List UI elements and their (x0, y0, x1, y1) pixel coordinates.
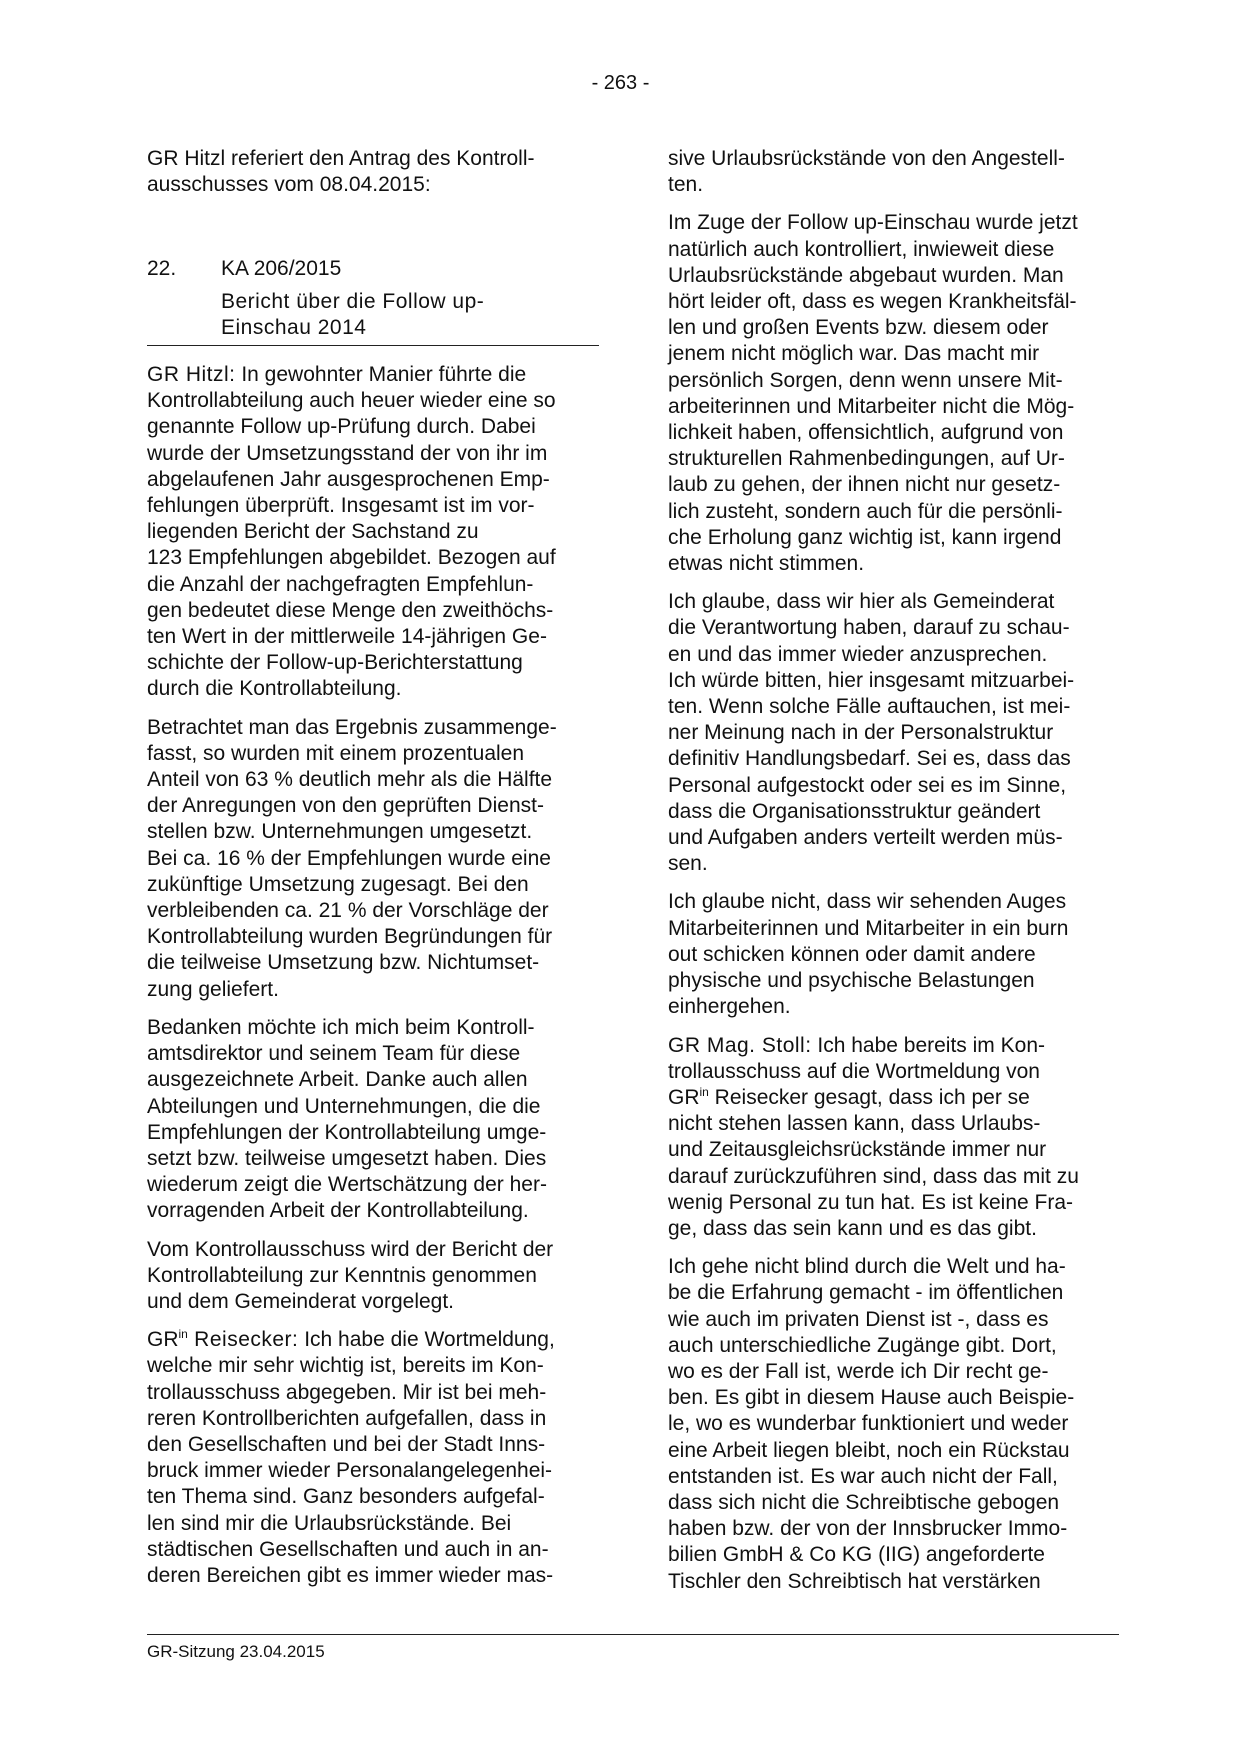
text-line: vorragenden Arbeit der Kontrollabteilung. (147, 1199, 529, 1223)
text-line: einhergehen. (668, 995, 791, 1019)
text-line: che Erholung ganz wichtig ist, kann irgend (668, 525, 1062, 549)
text-line: darauf zurückzuführen sind, dass das mit zu (668, 1164, 1079, 1188)
text-line: definitiv Handlungsbedarf. Sei es, dass das (668, 747, 1071, 771)
text-line: ausschusses vom 08.04.2015: (147, 173, 431, 197)
text-line: len sind mir die Urlaubsrückstände. Bei (147, 1511, 512, 1535)
text-line: persönlich Sorgen, denn wenn unsere Mit- (668, 368, 1063, 392)
text-line: fehlungen überprüft. Insgesamt ist im vor- (147, 494, 535, 518)
text-line: und dem Gemeinderat vorgelegt. (147, 1289, 455, 1313)
text-line: wie auch im privaten Dienst ist -, dass es (668, 1307, 1049, 1331)
text-line: wo es der Fall ist, werde ich Dir recht ge- (668, 1359, 1049, 1383)
text-line: sen. (668, 852, 708, 876)
paragraph-experience (668, 1254, 1120, 1595)
text-line: trollausschuss abgegeben. Mir ist bei meh- (147, 1380, 547, 1404)
text-span: Ich habe die Wortmeldung, (298, 1328, 555, 1352)
right-column (668, 146, 1120, 1607)
text-line: der Anregungen von den geprüften Dienst- (147, 794, 544, 818)
text-line: physische und psychische Belastungen (668, 969, 1035, 993)
text-span: Ich habe bereits im Kon- (811, 1033, 1045, 1057)
paragraph-responsibility (668, 589, 1120, 877)
text-line: liegenden Bericht der Sachstand zu (147, 520, 479, 544)
text-line: amtsdirektor und seinem Team für diese (147, 1042, 521, 1066)
paragraph-hitzl (147, 362, 599, 703)
text-line: 123 Empfehlungen abgebildet. Bezogen auf (147, 546, 556, 570)
speaker-name: Reisecker: (187, 1328, 299, 1352)
text-line: eine Arbeit liegen bleibt, noch ein Rückstau (668, 1438, 1070, 1462)
text-line: out schicken können oder damit andere (668, 942, 1036, 966)
agenda-item-number: 22. (147, 257, 177, 281)
text-line: jenem nicht möglich war. Das macht mir (668, 342, 1040, 366)
footer-divider (147, 1634, 1119, 1635)
superscript: in (178, 1327, 188, 1342)
text-line: schichte der Follow-up-Berichterstattung (147, 651, 523, 675)
text-line: Ich glaube nicht, dass wir sehenden Auges (668, 890, 1067, 914)
text-line: Bedanken möchte ich mich beim Kontroll- (147, 1015, 535, 1039)
text-line: auch unterschiedliche Zugänge gibt. Dort, (668, 1333, 1057, 1357)
text-line: ausgezeichnete Arbeit. Danke auch allen (147, 1068, 528, 1092)
text-line: Ich würde bitten, hier insgesamt mitzuarbei- (668, 668, 1075, 692)
text-line: Im Zuge der Follow up-Einschau wurde jetzt (668, 211, 1078, 235)
text-line: fasst, so wurden mit einem prozentualen (147, 741, 525, 765)
agenda-item-title (147, 289, 599, 341)
agenda-item-code: KA 206/2015 (221, 257, 342, 281)
text-line: len und großen Events bzw. diesem oder (668, 316, 1049, 340)
text-line: Bei ca. 16 % der Empfehlungen wurde eine (147, 846, 551, 870)
paragraph-reisecker (147, 1327, 599, 1589)
text-line: setzt bzw. teilweise umgesetzt haben. Dies (147, 1146, 547, 1170)
text-line: strukturellen Rahmenbedingungen, auf Ur- (668, 447, 1065, 471)
text-line: hört leider oft, dass es wegen Krankheitsfäl- (668, 290, 1077, 314)
text-line: nicht stehen lassen kann, dass Urlaubs- (668, 1112, 1041, 1136)
text-line: Kontrollabteilung wurden Begründungen für (147, 925, 553, 949)
intro-paragraph (147, 146, 599, 198)
left-column (147, 146, 599, 1601)
text-line: den Gesellschaften und bei der Stadt Inns- (147, 1432, 546, 1456)
text-line: ten Wert in der mittlerweile 14-jährigen Ge- (147, 625, 547, 649)
speaker-title: GR (147, 1328, 179, 1352)
page-number: - 263 - (591, 72, 650, 94)
speaker-name: GR Mag. Stoll: (668, 1033, 812, 1057)
footer-session-date: GR-Sitzung 23.04.2015 (147, 1642, 325, 1661)
text-line: Tischler den Schreibtisch hat verstärken (668, 1569, 1041, 1593)
paragraph-stoll (668, 1033, 1120, 1243)
speaker-name: GR Hitzl: (147, 363, 236, 387)
text-line: die teilweise Umsetzung bzw. Nichtumset- (147, 951, 540, 975)
text-line: stellen bzw. Unternehmungen umgesetzt. (147, 820, 533, 844)
text-line: arbeiterinnen und Mitarbeiter nicht die Mög- (668, 394, 1075, 418)
text-line: Betrachtet man das Ergebnis zusammenge- (147, 715, 557, 739)
text-line: die Verantwortung haben, darauf zu schau- (668, 616, 1070, 640)
speaker-title: GR (668, 1085, 700, 1109)
title-line: Einschau 2014 (221, 315, 367, 339)
text-line: wurde der Umsetzungsstand der von ihr im (147, 441, 548, 465)
text-line: ben. Es gibt in diesem Hause auch Beispie- (668, 1386, 1075, 1410)
text-line: Vom Kontrollausschuss wird der Bericht der (147, 1237, 554, 1261)
text-line: und Aufgaben anders verteilt werden müs- (668, 826, 1063, 850)
text-line: Personal aufgestockt oder sei es im Sinne, (668, 773, 1067, 797)
text-line: und Zeitausgleichsrückstände immer nur (668, 1138, 1047, 1162)
text-line: entstanden ist. Es war auch nicht der Fall, (668, 1464, 1058, 1488)
text-line: abgelaufenen Jahr ausgesprochenen Emp- (147, 467, 550, 491)
text-line: Ich glaube, dass wir hier als Gemeinderat (668, 590, 1055, 614)
text-line: zukünftige Umsetzung zugesagt. Bei den (147, 872, 529, 896)
text-line: Kontrollabteilung auch heuer wieder eine so (147, 389, 556, 413)
text-line: laub zu gehen, der ihnen nicht nur gesetz- (668, 473, 1061, 497)
text-line: lich zusteht, sondern auch für die persönli- (668, 499, 1063, 523)
text-line: etwas nicht stimmen. (668, 552, 865, 576)
text-line: Anteil von 63 % deutlich mehr als die Hälfte (147, 768, 553, 792)
text-line: durch die Kontrollabteilung. (147, 677, 402, 701)
text-line: genannte Follow up-Prüfung durch. Dabei (147, 415, 536, 439)
text-line: die Anzahl der nachgefragten Empfehlun- (147, 572, 534, 596)
item-divider (147, 345, 599, 346)
text-line: Abteilungen und Unternehmungen, die die (147, 1094, 541, 1118)
text-line: natürlich auch kontrolliert, inwieweit diese (668, 237, 1055, 261)
text-line: ten. (668, 173, 704, 197)
text-span: Reisecker gesagt, dass ich per se (708, 1085, 1030, 1109)
text-line: ten Thema sind. Ganz besonders aufgefal- (147, 1485, 545, 1509)
text-line: Kontrollabteilung zur Kenntnis genommen (147, 1263, 537, 1287)
superscript: in (699, 1084, 709, 1099)
title-line: Bericht über die Follow up- (221, 289, 485, 313)
text-line: en und das immer wieder anzusprechen. (668, 642, 1048, 666)
text-line: dass sich nicht die Schreibtische gebogen (668, 1490, 1060, 1514)
text-line: zung geliefert. (147, 977, 279, 1001)
text-line: wiederum zeigt die Wertschätzung der her- (147, 1173, 547, 1197)
text-line: Mitarbeiterinnen und Mitarbeiter in ein burn (668, 916, 1069, 940)
text-line: ner Meinung nach in der Personalstruktur (668, 721, 1054, 745)
text-line: welche mir sehr wichtig ist, bereits im Kon- (147, 1354, 544, 1378)
text-line: GR Hitzl referiert den Antrag des Kontroll- (147, 147, 535, 170)
text-line: reren Kontrollberichten aufgefallen, dass in (147, 1406, 547, 1430)
text-line: bruck immer wieder Personalangelegenhei- (147, 1459, 553, 1483)
text-line: ten. Wenn solche Fälle auftauchen, ist mei- (668, 695, 1071, 719)
paragraph-committee (147, 1237, 599, 1316)
text-line: sive Urlaubsrückstände von den Angestell- (668, 147, 1065, 170)
text-line: Empfehlungen der Kontrollabteilung umge- (147, 1120, 547, 1144)
text-line: gen bedeutet diese Menge den zweithöchs- (147, 598, 554, 622)
text-line: dass die Organisationsstruktur geändert (668, 799, 1041, 823)
text-line: städtischen Gesellschaften und auch in an- (147, 1537, 549, 1561)
text-line: trollausschuss auf die Wortmeldung von (668, 1059, 1040, 1083)
text-line: verbleibenden ca. 21 % der Vorschläge der (147, 899, 549, 923)
text-line: deren Bereichen gibt es immer wieder mas- (147, 1563, 554, 1587)
paragraph-burnout (668, 889, 1120, 1020)
agenda-item-header (147, 256, 599, 282)
text-line: wenig Personal zu tun hat. Es ist keine Fra- (668, 1190, 1074, 1214)
text-line: lichkeit haben, offensichtlich, aufgrund von (668, 421, 1064, 445)
paragraph-thanks (147, 1015, 599, 1225)
text-line: bilien GmbH & Co KG (IIG) angeforderte (668, 1543, 1045, 1567)
text-line: ge, dass das sein kann und es das gibt. (668, 1216, 1037, 1240)
text-span: In gewohnter Manier führte die (235, 363, 527, 387)
text-line: Urlaubsrückstände abgebaut wurden. Man (668, 263, 1064, 287)
paragraph-continuation (668, 146, 1120, 198)
paragraph-followup (668, 210, 1120, 577)
text-line: haben bzw. der von der Innsbrucker Immo- (668, 1517, 1068, 1541)
text-line: be die Erfahrung gemacht - im öffentlichen (668, 1281, 1064, 1305)
paragraph-result (147, 715, 599, 1003)
text-line: Ich gehe nicht blind durch die Welt und ha- (668, 1255, 1066, 1279)
text-line: le, wo es wunderbar funktioniert und weder (668, 1412, 1069, 1436)
